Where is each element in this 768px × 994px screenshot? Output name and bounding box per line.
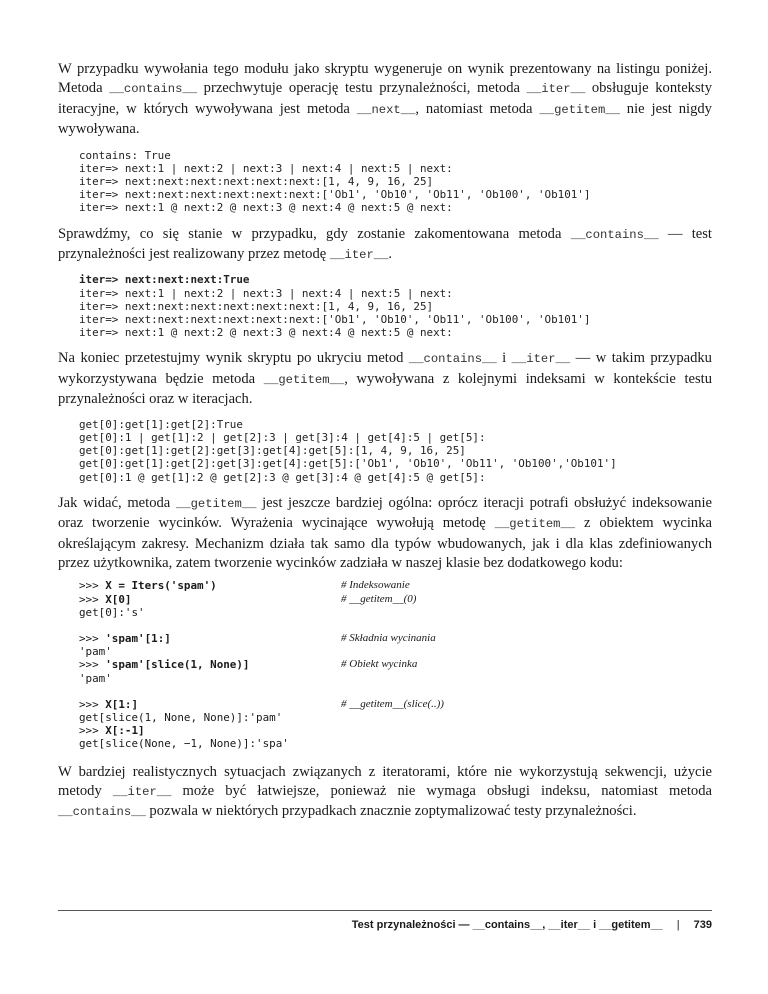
code-listing-3 — [58, 418, 712, 484]
text: — w takim przypadku wykorzystywana będzie metoda — [58, 350, 712, 387]
inline-code: __getitem__ — [539, 102, 620, 117]
text: może być łatwiejsze, ponieważ nie wymaga obsługi indeksu, natomiast metoda — [171, 782, 712, 799]
output: 'pam' — [79, 645, 112, 659]
page-footer — [58, 910, 712, 931]
text: W bardziej realistycznych sytuacjach związanych z iteratorami, które nie wykorzystują sekwencji, użycie metody — [58, 763, 712, 799]
empty — [341, 645, 712, 658]
page-content — [58, 60, 712, 823]
code: X[:-1] — [105, 724, 145, 738]
paragraph-slicing — [58, 494, 712, 574]
empty — [341, 672, 712, 685]
paragraph-intro — [58, 60, 712, 140]
example-line — [79, 579, 341, 592]
comment: # __getitem__(slice(..)) — [341, 697, 444, 710]
inline-code: __contains__ — [408, 352, 497, 367]
text: Jak widać, metoda — [58, 494, 176, 511]
text: Sprawdźmy, co się stanie w przypadku, gdy zostanie zakomentowana metoda — [58, 225, 571, 242]
code-line: iter=> next:next:next:next:next:next:['Ob1', 'Ob10', 'Ob11', 'Ob100', 'Ob101'] — [79, 313, 591, 327]
output: get[0]:'s' — [79, 605, 145, 619]
text: z obiektem wycinka określającym zakresy. Mechanizm działa tak samo dla typów wbudowanych, jak i dla klas zdefiniowanych przez użytkownika, zatem tworzenie wycinków zadziała w naszej klasie bez dodatkowego kodu: — [58, 515, 712, 571]
page-number: 739 — [693, 919, 712, 931]
empty — [341, 711, 712, 724]
footer-separator: | — [676, 919, 680, 931]
output: get[slice(None, −1, None)]:'spa' — [79, 737, 289, 751]
text: jest jeszcze bardziej ogólna: oprócz iteracji potrafi obsłużyć indeksowanie oraz tworzenie wycinków. Wyrażenia wycinające wywołują metodę — [58, 494, 712, 532]
example-line — [79, 658, 341, 671]
inline-code: __next__ — [356, 102, 416, 117]
running-footer — [352, 919, 712, 931]
code-line: contains: True — [79, 148, 171, 162]
paragraph-getitem — [58, 349, 712, 409]
output: get[slice(1, None, None)]:'pam' — [79, 710, 283, 724]
prompt: >>> — [79, 579, 106, 593]
code: X = Iters('spam') — [105, 579, 217, 593]
code-line-bold: iter=> next:next:next:True — [79, 273, 250, 287]
example-group-3 — [58, 698, 712, 751]
code: 'spam'[1:] — [105, 631, 171, 645]
code-line: iter=> next:1 | next:2 | next:3 | next:4 | next:5 | next: — [79, 286, 453, 300]
text: Na koniec przetestujmy wynik skryptu po ukryciu metod — [58, 350, 409, 367]
empty — [341, 724, 712, 737]
code-example — [58, 579, 712, 750]
inline-code: __contains__ — [109, 82, 198, 97]
text: , natomiast metoda — [415, 100, 540, 117]
code-line: iter=> next:next:next:next:next:next:['Ob1', 'Ob10', 'Ob11', 'Ob100', 'Ob101'] — [79, 188, 591, 202]
code-line: get[0]:1 | get[1]:2 | get[2]:3 | get[3]:4 | get[4]:5 | get[5]: — [79, 430, 486, 444]
paragraph-conclusion — [58, 763, 712, 823]
example-line — [79, 593, 341, 606]
code-line: get[0]:get[1]:get[2]:get[3]:get[4]:get[5]:['Ob1', 'Ob10', 'Ob11', 'Ob100','Ob101'] — [79, 457, 617, 471]
inline-code: __contains__ — [570, 227, 659, 242]
text: — test przynależności jest realizowany przez metodę — [58, 225, 712, 263]
prompt: >>> — [79, 631, 106, 645]
text: W przypadku wywołania tego modułu jako skryptu wygeneruje on wynik prezentowany na listingu poniżej. Metoda — [58, 61, 712, 97]
empty — [341, 737, 712, 750]
inline-code: __getitem__ — [263, 372, 345, 387]
text: pozwala w niektórych przypadkach znacznie zoptymalizować testy przynależności. — [145, 803, 637, 820]
code-line: get[0]:1 @ get[1]:2 @ get[2]:3 @ get[3]:4 @ get[4]:5 @ get[5]: — [79, 470, 486, 484]
comment: # __getitem__(0) — [341, 592, 417, 605]
inline-code: __iter__ — [526, 82, 586, 97]
comment: # Składnia wycinania — [341, 631, 436, 644]
code-line: get[0]:get[1]:get[2]:get[3]:get[4]:get[5]:[1, 4, 9, 16, 25] — [79, 444, 466, 458]
comment: # Obiekt wycinka — [341, 658, 418, 671]
prompt: >>> — [79, 697, 106, 711]
code: X[0] — [105, 592, 132, 606]
text: . — [388, 246, 393, 263]
example-line — [79, 724, 341, 737]
inline-code: __getitem__ — [175, 496, 257, 511]
inline-code: __contains__ — [58, 805, 146, 820]
code-line: iter=> next:next:next:next:next:next:[1, 4, 9, 16, 25] — [79, 299, 434, 313]
prompt: >>> — [79, 724, 106, 738]
prompt: >>> — [79, 658, 106, 672]
output: 'pam' — [79, 671, 112, 685]
code-listing-1 — [58, 149, 712, 215]
text: nie jest nigdy wywoływana. — [58, 100, 712, 138]
text: i — [496, 350, 512, 367]
empty — [341, 606, 712, 619]
code-line: iter=> next:1 | next:2 | next:3 | next:4 | next:5 | next: — [79, 161, 453, 175]
example-group-2 — [58, 632, 712, 685]
inline-code: __iter__ — [112, 784, 172, 799]
text: przechwytuje operację testu przynależności, metoda — [197, 80, 527, 97]
code-line: iter=> next:1 @ next:2 @ next:3 @ next:4 @ next:5 @ next: — [79, 201, 453, 215]
code-line: get[0]:get[1]:get[2]:True — [79, 417, 243, 431]
prompt: >>> — [79, 592, 106, 606]
inline-code: __iter__ — [329, 248, 389, 263]
example-line — [79, 632, 341, 645]
code: 'spam'[slice(1, None)] — [105, 658, 250, 672]
example-group-1 — [58, 579, 712, 619]
code-listing-2 — [58, 273, 712, 339]
running-title: Test przynależności — __contains__, __iter__ i __getitem__ — [351, 919, 663, 931]
code: X[1:] — [105, 697, 139, 711]
inline-code: __getitem__ — [494, 517, 576, 532]
example-line — [79, 698, 341, 711]
inline-code: __iter__ — [511, 352, 571, 367]
paragraph-contains-commented — [58, 225, 712, 266]
text: obsługuje konteksty iteracyjne, w których wywoływana jest metoda — [58, 80, 712, 117]
comment: # Indeksowanie — [341, 579, 410, 592]
text: , wywoływana z kolejnymi indeksami w kontekście testu przynależności oraz w iteracjach. — [58, 370, 713, 408]
code-line: iter=> next:next:next:next:next:next:[1, 4, 9, 16, 25] — [79, 175, 434, 189]
code-line: iter=> next:1 @ next:2 @ next:3 @ next:4 @ next:5 @ next: — [79, 326, 453, 340]
